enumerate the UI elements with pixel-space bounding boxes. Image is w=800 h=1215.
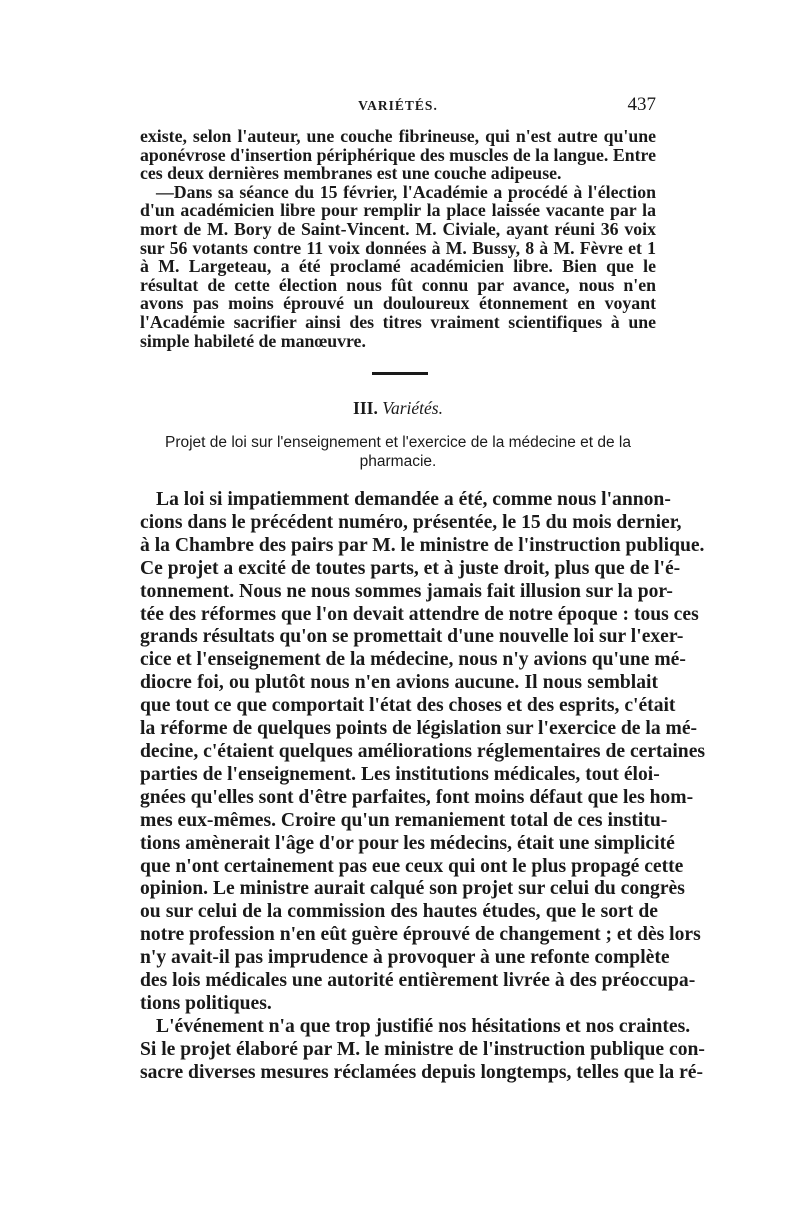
preceding-section-text <box>140 127 656 350</box>
text-line: opinion. Le ministre aurait calqué son projet sur celui du congrès <box>140 878 685 900</box>
text-line: tonnement. Nous ne nous sommes jamais fait illusion sur la por- <box>140 580 673 602</box>
text-line: des lois médicales une autorité entièrement livrée à des préoccupa- <box>140 970 696 992</box>
article-body <box>140 489 706 1085</box>
page-header <box>140 94 656 122</box>
body-paragraph-1 <box>140 489 706 1016</box>
article-title <box>140 433 656 471</box>
text-line: que tout ce que comportait l'état des choses et des esprits, c'était <box>140 695 676 717</box>
text-line: ou sur celui de la commission des hautes études, que le sort de <box>140 901 658 923</box>
text-line: Si le projet élaboré par M. le ministre de l'instruction publique con- <box>140 1038 705 1060</box>
text-line: la réforme de quelques points de législation sur l'exercice de la mé- <box>140 718 698 740</box>
paragraph-academy-election: —Dans sa séance du 15 février, l'Académie a procédé à l'élection d'un académicien libre pour remplir la place laissée vacante par la mort de M. Bory de Saint-Vincent. M. Civiale, ayant réuni 36 voix sur 56 votants contre 11 voix données à M. Bussy, 8 à M. Fèvre et 1 à M. Largeteau, a été proclamé académicien libre. Bien que le résultat de cette élection nous fût connu par avance, nous n'en avons pas moins éprouvé un douloureux étonnement en voyant l'Académie sacrifier ainsi des titres vraiment scientifiques à une simple habileté de manœuvre. <box>140 181 656 351</box>
section-divider-rule <box>372 372 428 375</box>
text-line: decine, c'étaient quelques améliorations réglementaires de certaines <box>140 740 706 762</box>
text-line: Ce projet a excité de toutes parts, et à juste droit, plus que de l'é- <box>140 557 681 579</box>
text-line: tions politiques. <box>140 992 272 1014</box>
text-line: parties de l'enseignement. Les institutions médicales, tout éloi- <box>140 763 660 785</box>
text-line: sacre diverses mesures réclamées depuis longtemps, telles que la ré- <box>140 1061 704 1083</box>
article-title-line: pharmacie. <box>359 453 437 470</box>
text-line: grands résultats qu'on se promettait d'une nouvelle loi sur l'exer- <box>140 626 684 648</box>
text-line: cions dans le précédent numéro, présentée, le 15 du mois dernier, <box>140 511 682 533</box>
running-head: VARIÉTÉS. <box>358 98 438 113</box>
text-line: L'événement n'a que trop justifié nos hésitations et nos craintes. <box>156 1015 691 1037</box>
text-line: notre profession n'en eût guère éprouvé de changement ; et dès lors <box>140 924 701 946</box>
section-number: III. <box>353 398 378 418</box>
text-line: gnées qu'elles sont d'être parfaites, font moins défaut que les hom- <box>140 786 694 808</box>
text-line: n'y avait-il pas imprudence à provoquer à une refonte complète <box>140 947 670 969</box>
text-line: cice et l'enseignement de la médecine, nous n'y avions qu'une mé- <box>140 649 686 671</box>
page-number: 437 <box>627 94 656 115</box>
text-line: à la Chambre des pairs par M. le ministre de l'instruction publique. <box>140 534 705 556</box>
article-title-line: Projet de loi sur l'enseignement et l'exercice de la médecine et de la <box>164 434 631 451</box>
paragraph-continuation: existe, selon l'auteur, une couche fibrineuse, qui n'est autre qu'une aponévrose d'insertion périphérique des muscles de la langue. Entre ces deux dernières membranes est une couche adipeuse. <box>140 126 656 184</box>
text-line: que n'ont certainement pas eue ceux qui ont le plus propagé cette <box>140 855 684 877</box>
section-title: Variétés. <box>382 398 443 418</box>
text-line: La loi si impatiemment demandée a été, comme nous l'annon- <box>156 489 671 510</box>
text-line: diocre foi, ou plutôt nous n'en avions aucune. Il nous semblait <box>140 672 658 694</box>
text-line: mes eux-mêmes. Croire qu'un remaniement total de ces institu- <box>140 809 668 831</box>
text-line: tions amènerait l'âge d'or pour les médecins, était une simplicité <box>140 832 675 854</box>
body-paragraph-2 <box>140 1015 705 1085</box>
text-line: tée des réformes que l'on devait attendre de notre époque : tous ces <box>140 603 699 625</box>
section-heading <box>140 398 656 419</box>
